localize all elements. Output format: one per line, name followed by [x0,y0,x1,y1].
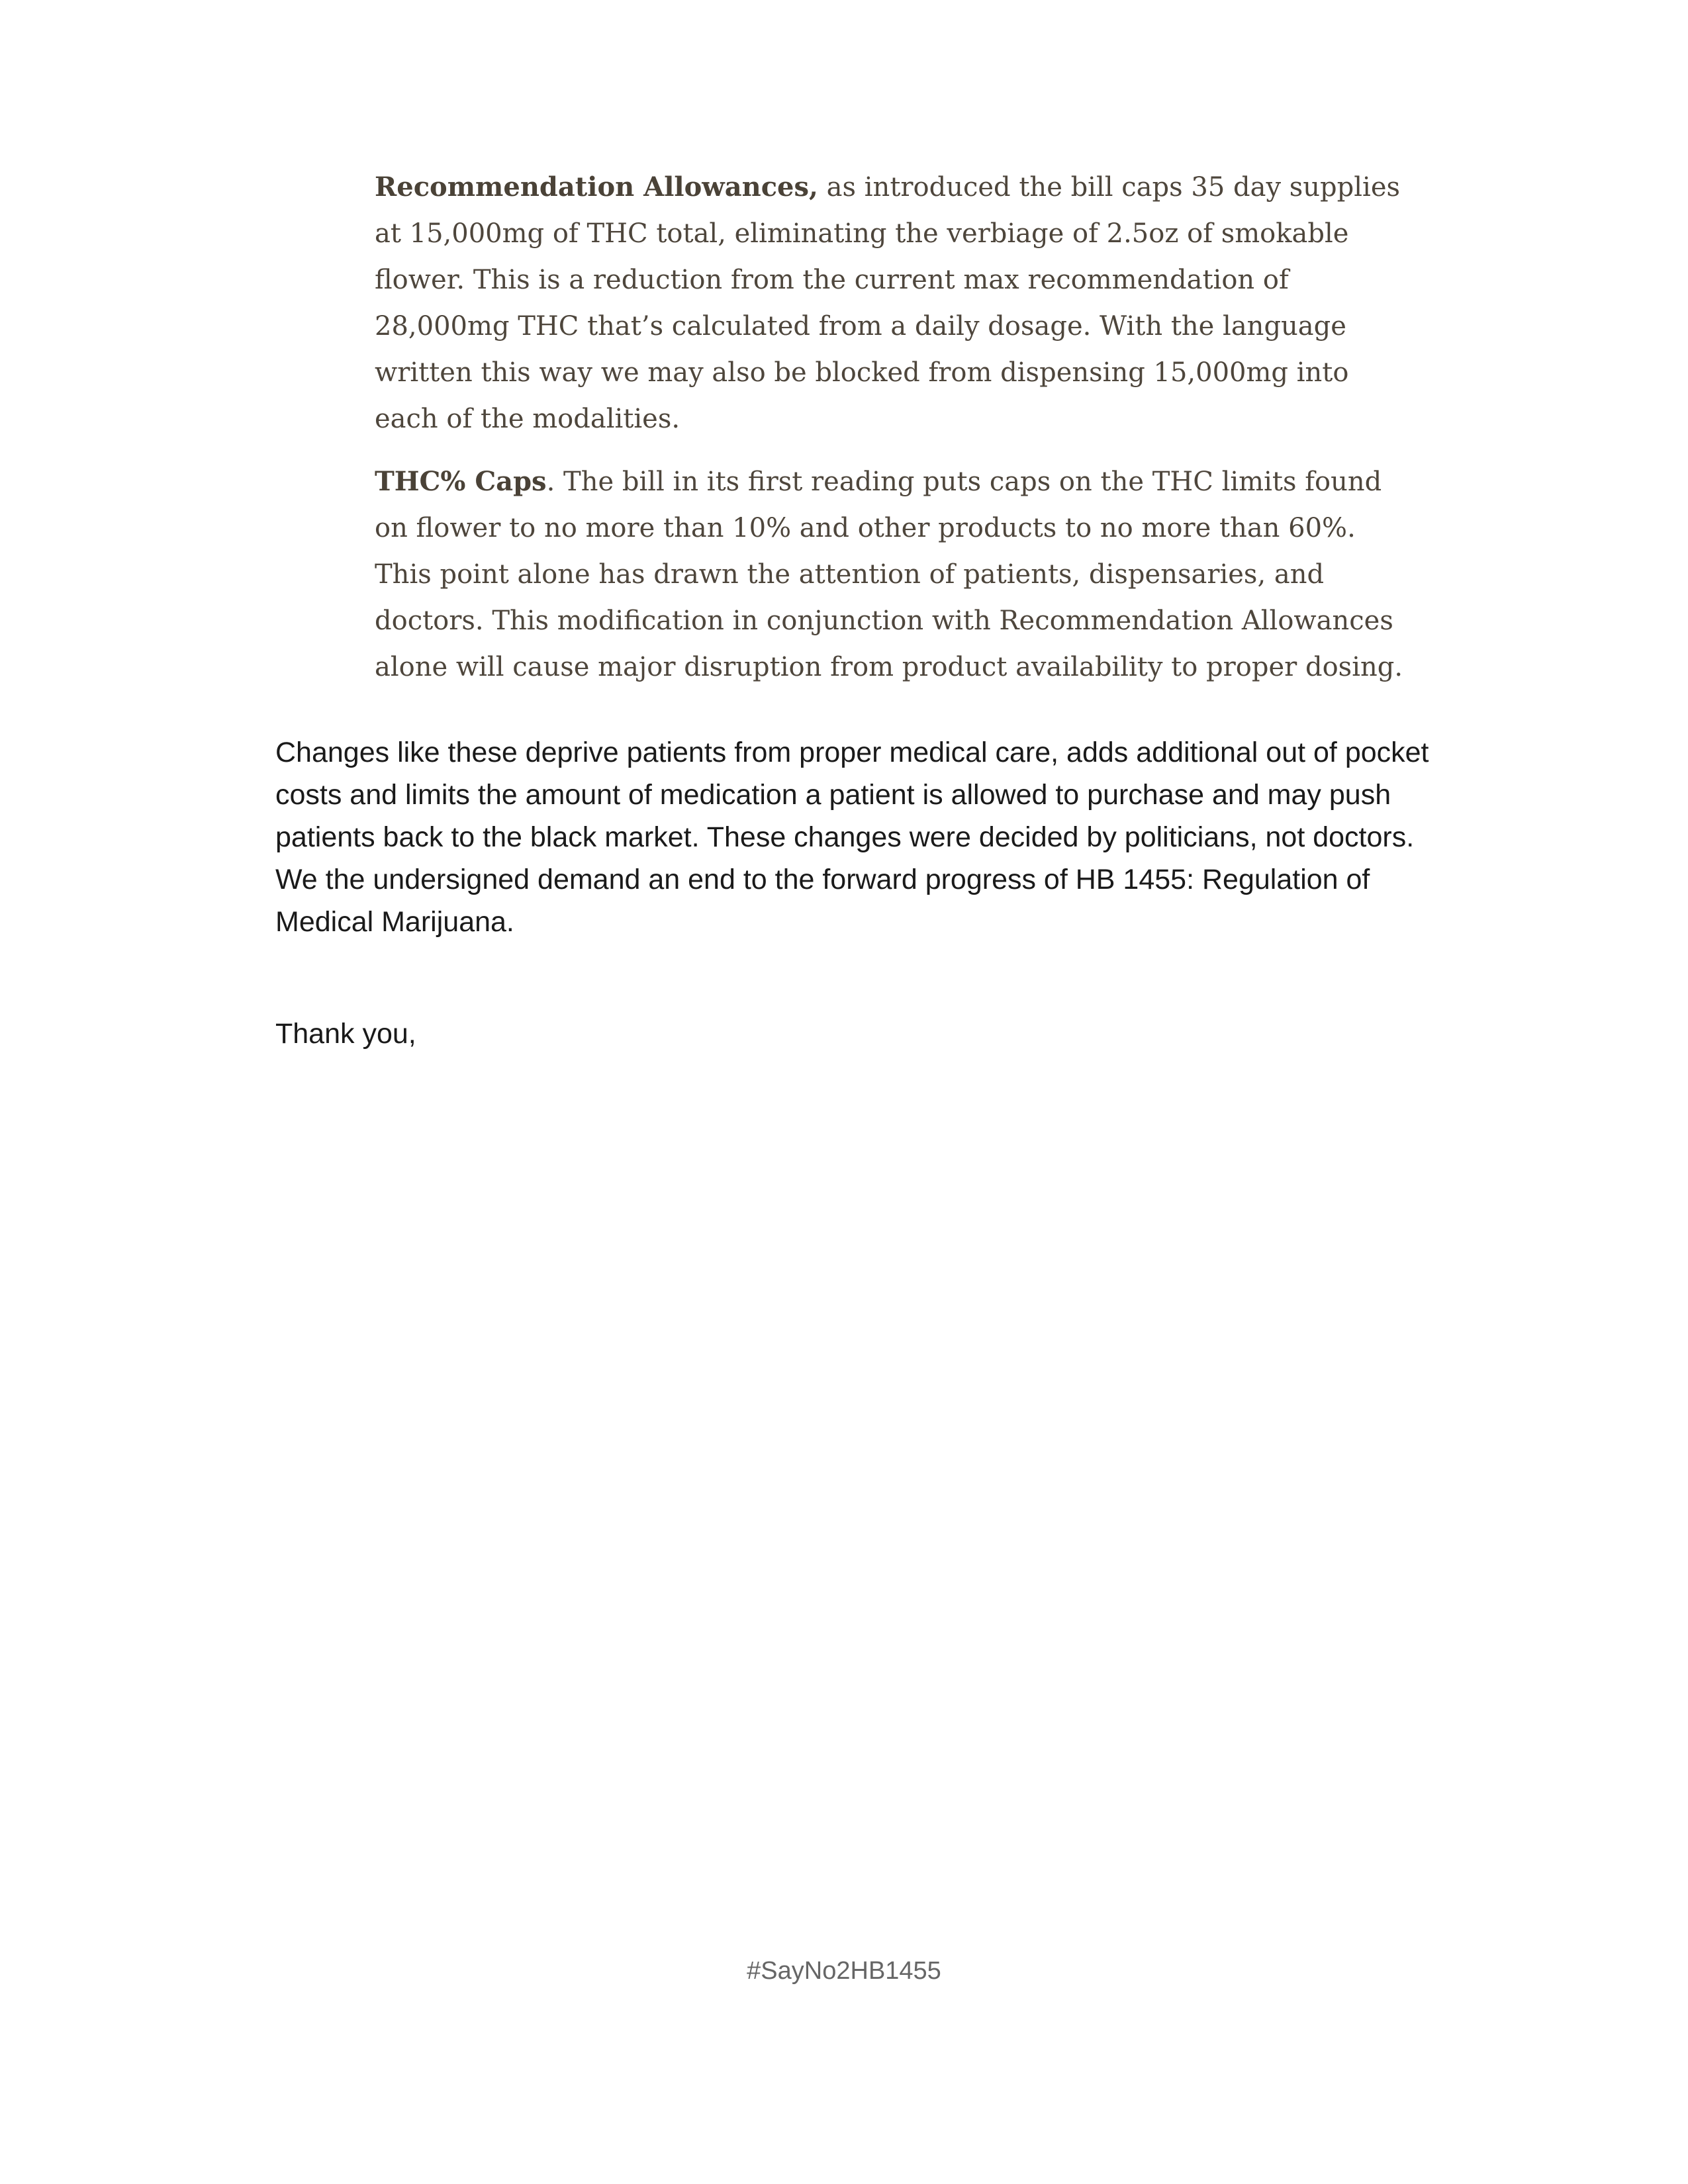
provision-recommendation-allowances [375,164,1407,442]
provision-text: as introduced the bill caps 35 day supplies at 15,000mg of THC total, eliminating the verbiage of 2.5oz of smokable flower. This is a reduction from the current max recommendation of 28,000mg THC that’s calculated from a daily dosage. With the language written this way we may also be blocked from dispensing 15,000mg into each of the modalities. [375,172,1401,434]
provision-text: . The bill in its first reading puts caps on the THC limits found on flower to no more than 10% and other products to no more than 60%. This point alone has drawn the attention of patients, dispensaries, and doctors. This modification in conjunction with Recommendation Allowances alone will cause major disruption from product availability to proper dosing. [375,467,1403,682]
bill-provisions-section [375,164,1407,690]
petition-body [275,731,1440,943]
provision-term: THC% Caps [375,466,547,497]
closing-line: Thank you, [275,1018,416,1050]
footer-hashtag: #SayNo2HB1455 [747,1957,941,1985]
provision-thc-caps [375,459,1407,690]
provision-term: Recommendation Allowances, [375,171,818,203]
body-paragraph: Changes like these deprive patients from proper medical care, adds additional out of pocket costs and limits the amount of medication a patient is allowed to purchase and may push patients back to the black market. These changes were decided by politicians, not doctors. We the undersigned demand an end to the forward progress of HB 1455: Regulation of Medical Marijuana. [275,737,1429,938]
